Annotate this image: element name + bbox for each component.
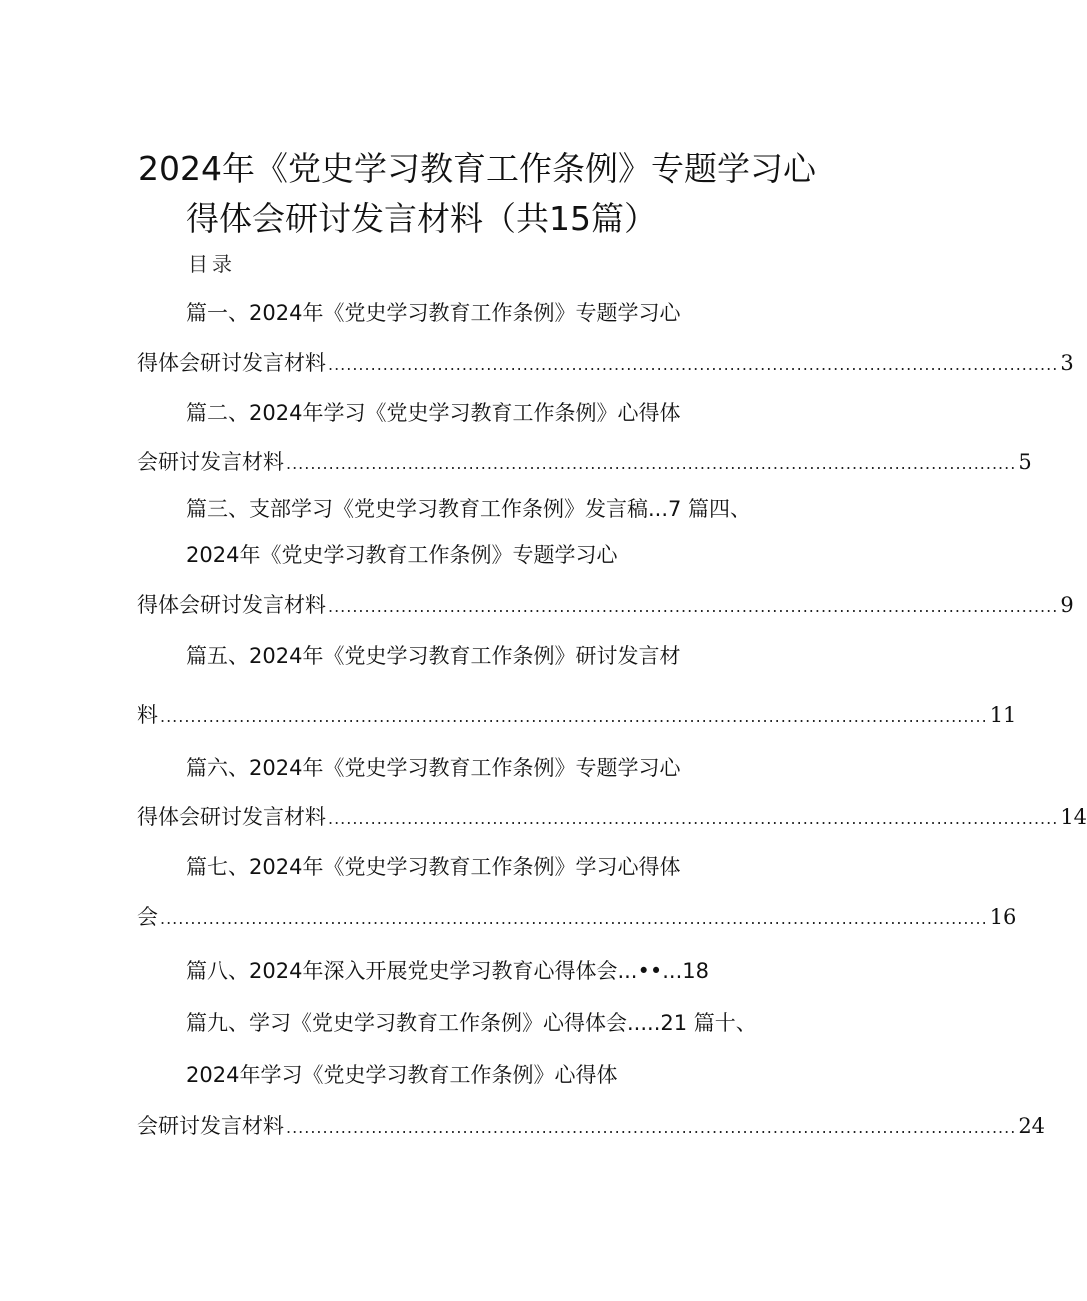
- toc-line: 篇六、2024年《党史学习教育工作条例》专题学习心: [186, 756, 681, 780]
- toc-page-number: 16: [989, 905, 1017, 929]
- toc-entry-text: 得体会研讨发言材料: [137, 593, 326, 617]
- toc-line: 篇五、2024年《党史学习教育工作条例》研讨发言材: [186, 644, 681, 668]
- toc-heading: 目录: [188, 252, 236, 276]
- toc-line: 2024年学习《党史学习教育工作条例》心得体: [186, 1063, 618, 1087]
- leader-dots: ........................................................................................................................: [328, 809, 1059, 828]
- leader-dots: ........................................................................................................................................: [160, 909, 988, 928]
- toc-entry[interactable]: [137, 902, 1017, 932]
- leader-dots: ........................................................................................................................: [286, 454, 1017, 473]
- toc-line: 篇一、2024年《党史学习教育工作条例》专题学习心: [186, 301, 681, 325]
- leader-dots: ........................................................................................................................................: [160, 707, 988, 726]
- toc-entry-text: 会: [137, 905, 158, 929]
- toc-entry[interactable]: [137, 590, 1074, 620]
- toc-entry-text: 得体会研讨发言材料: [137, 351, 326, 375]
- document-title: [138, 144, 816, 244]
- toc-page-number: 11: [989, 703, 1017, 727]
- toc-entry[interactable]: [137, 700, 1017, 730]
- toc-line: 2024年《党史学习教育工作条例》专题学习心: [186, 543, 618, 567]
- toc-line[interactable]: 篇九、学习《党史学习教育工作条例》心得体会.....21 篇十、: [186, 1011, 757, 1035]
- leader-dots: ........................................................................................................................: [328, 597, 1059, 616]
- toc-line[interactable]: 篇三、支部学习《党史学习教育工作条例》发言稿...7 篇四、: [186, 497, 752, 521]
- toc-entry-text: 会研讨发言材料: [137, 450, 284, 474]
- toc-page-number: 14: [1060, 805, 1087, 829]
- title-line-2: 得体会研讨发言材料（共15篇）: [186, 199, 657, 239]
- toc-entry-text: 料: [137, 703, 158, 727]
- toc-entry[interactable]: [137, 1111, 1046, 1141]
- toc-page-number: 24: [1018, 1114, 1046, 1138]
- toc-entry[interactable]: [137, 447, 1032, 477]
- leader-dots: ........................................................................................................................: [286, 1118, 1017, 1137]
- toc-page-number: 9: [1060, 593, 1074, 617]
- toc-page-number: 3: [1060, 351, 1074, 375]
- toc-line[interactable]: 篇八、2024年深入开展党史学习教育心得体会...••...18: [186, 959, 709, 983]
- toc-page-number: 5: [1018, 450, 1032, 474]
- toc-entry[interactable]: [137, 348, 1074, 378]
- toc-line: 篇二、2024年学习《党史学习教育工作条例》心得体: [186, 401, 681, 425]
- title-line-1: 2024年《党史学习教育工作条例》专题学习心: [138, 149, 816, 189]
- toc-line: 篇七、2024年《党史学习教育工作条例》学习心得体: [186, 855, 681, 879]
- toc-entry[interactable]: [137, 802, 1087, 832]
- leader-dots: ........................................................................................................................: [328, 355, 1059, 374]
- toc-entry-text: 会研讨发言材料: [137, 1114, 284, 1138]
- toc-entry-text: 得体会研讨发言材料: [137, 805, 326, 829]
